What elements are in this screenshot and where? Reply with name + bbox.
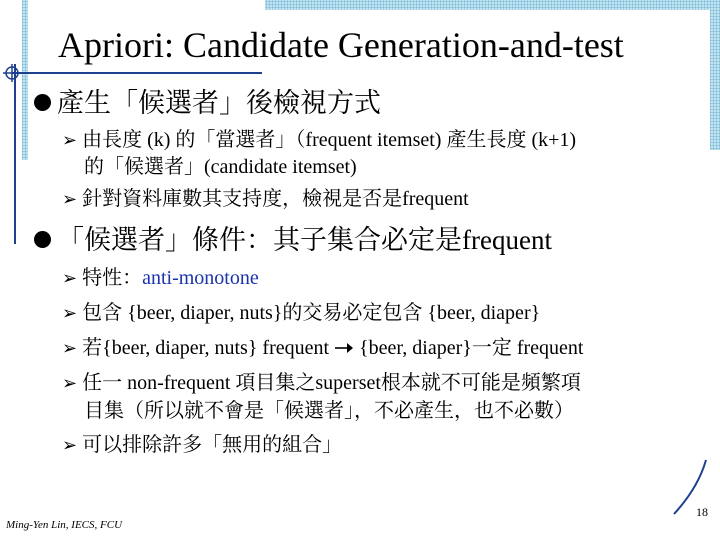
sub-bullet-text: 若{beer, diaper, nuts} frequent xyxy=(82,337,335,359)
arrowhead-icon: ➢ xyxy=(62,373,78,394)
sub-bullet-2-2 xyxy=(62,300,540,327)
sub-bullet-2-4 xyxy=(62,370,581,397)
arrowhead-icon: ➢ xyxy=(62,268,78,289)
sub-bullet-text: 特性： xyxy=(82,267,143,289)
sub-bullet-1-1 xyxy=(62,127,576,154)
bullet-2-text: 「候選者」條件：其子集合必定是frequent xyxy=(57,225,552,255)
sub-bullet-2-5 xyxy=(62,432,342,459)
arrowhead-icon: ➢ xyxy=(62,130,78,151)
sub-bullet-text: 由長度 (k) 的「當選者」（frequent itemset) 產生長度 (k+1) xyxy=(82,129,577,151)
sub-bullet-text: 任一 non-frequent 項目集之superset根本就不可能是頻繁項 xyxy=(82,372,581,394)
crosshair-icon xyxy=(3,64,21,82)
sub-bullet-2-3 xyxy=(62,335,583,362)
sub-bullet-text: 針對資料庫數其支持度，檢視是否是frequent xyxy=(82,188,469,210)
bullet-1-text: 產生「候選者」後檢視方式 xyxy=(57,88,381,118)
sub-bullet-text: {beer, diaper}一定 frequent xyxy=(354,337,584,359)
vertical-rule xyxy=(14,64,16,244)
sub-bullet-1-1-cont: 的「候選者」(candidate itemset) xyxy=(84,156,357,178)
footer-author: Ming-Yen Lin, IECS, FCU xyxy=(6,519,123,531)
sub-bullet-2-1 xyxy=(62,265,259,292)
accent-term: anti-monotone xyxy=(142,267,259,289)
bullet-2 xyxy=(34,225,552,255)
page-number: 18 xyxy=(696,505,708,519)
bullet-1 xyxy=(34,88,381,118)
arrowhead-icon: ➢ xyxy=(62,303,78,324)
title-rule xyxy=(12,72,262,74)
sub-bullet-text: 包含 {beer, diaper, nuts}的交易必定包含 {beer, diaper} xyxy=(82,302,541,324)
arrowhead-icon: ➢ xyxy=(62,338,78,359)
bullet-dot-icon xyxy=(34,231,51,248)
sub-bullet-1-2 xyxy=(62,186,469,213)
sub-bullet-2-4-cont: 目集（所以就不會是「候選者」，不必產生，也不必數） xyxy=(84,400,574,422)
slide-title: Apriori: Candidate Generation-and-test xyxy=(58,25,624,65)
sub-bullet-text: 可以排除許多「無用的組合」 xyxy=(82,434,343,456)
arrowhead-icon: ➢ xyxy=(62,435,78,456)
right-arrow-icon xyxy=(334,341,354,355)
arrowhead-icon: ➢ xyxy=(62,189,78,210)
bullet-dot-icon xyxy=(34,94,51,111)
